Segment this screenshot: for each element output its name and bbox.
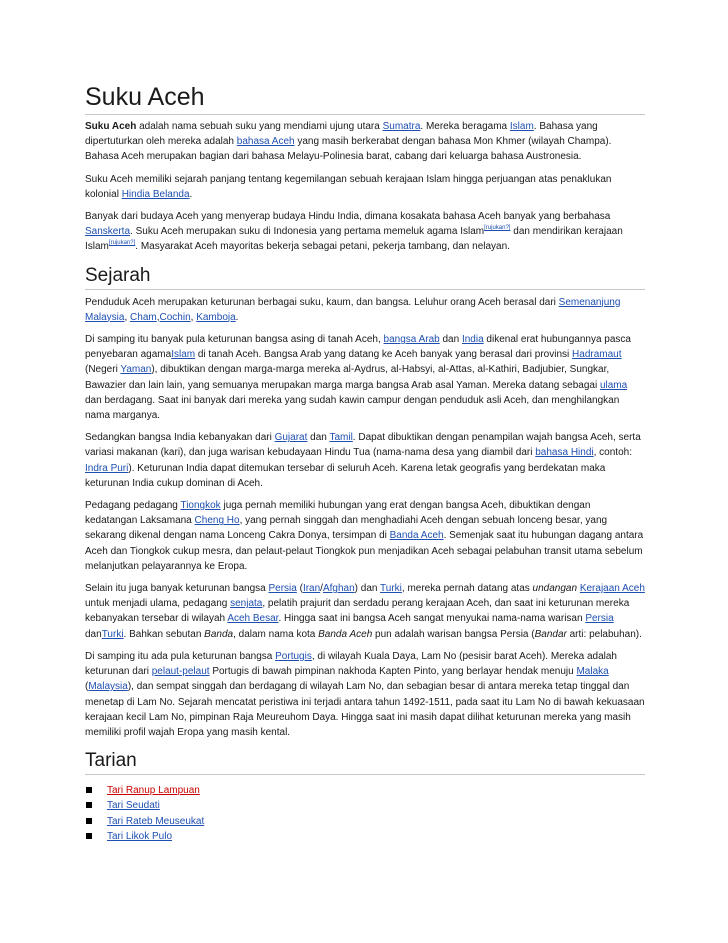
text: , pelatih prajurit dan serdadu perang kerajaan Aceh, dan saat ini keturunan mereka kebanyakan tersebar di wilayah: [85, 598, 630, 625]
text: Sedangkan bangsa India kebanyakan dari: [85, 432, 275, 444]
text: Pedagang pedagang: [85, 500, 181, 512]
italic-term: Banda Aceh: [318, 628, 373, 640]
italic-term: undangan: [532, 583, 578, 595]
link-malaysia[interactable]: Malaysia: [88, 681, 128, 693]
article: [85, 82, 645, 844]
text: ). Keturunan India dapat ditemukan tersebar di seluruh Aceh. Karena letak geografis yang berdekatan maka keturunan India cukup dominan di Aceh.: [85, 462, 606, 489]
link-tari-seudati[interactable]: Tari Seudati: [107, 800, 160, 812]
link-turki[interactable]: Turki: [380, 583, 402, 595]
page-title: Suku Aceh: [85, 82, 645, 115]
bullet-square-icon: [86, 787, 92, 793]
text: .: [235, 311, 239, 323]
section-heading-tarian: Tarian: [85, 749, 645, 775]
text: , di wilayah Kuala Daya, Lam No (pesisir barat Aceh). Mereka adalah keturunan dari: [85, 650, 617, 678]
text: ), dan sempat singgah dan berdagang di wilayah Lam No, dan sebagian besar di antara mereka tetap tinggal dan menetap di Lam No. Sejarah mencatat peristiwa ini terjadi antara tahun 1492-1511, pada saat itu Lam No di bawah kekuasaan kerajaan kecil Lam No, pimpinan Raja Meureuhom Daya. Hingga saat ini masih dapat dilihat keturunan mereka yang masih memiliki profil wajah Eropa yang masih kental.: [85, 681, 645, 738]
bold-term: Suku Aceh: [85, 121, 137, 132]
text: (Negeri: [85, 364, 121, 376]
text: , contoh:: [593, 447, 632, 459]
text: . Mereka beragama: [420, 121, 510, 132]
sejarah-paragraph-5: [85, 581, 645, 642]
link-sanskerta[interactable]: Sanskerta: [85, 226, 131, 238]
text: adalah nama sebuah suku yang mendiami ujung utara: [136, 121, 383, 132]
bullet-square-icon: [86, 802, 92, 808]
text: ) dan: [354, 583, 381, 595]
sejarah-paragraph-1: [85, 295, 645, 325]
intro-paragraph-1: [85, 119, 645, 165]
link-islam[interactable]: Islam: [171, 349, 196, 361]
link-islam[interactable]: Islam: [509, 121, 534, 132]
link-bahasa-aceh[interactable]: bahasa Aceh: [236, 136, 295, 148]
link-tari-likok-pulo[interactable]: Tari Likok Pulo: [107, 831, 173, 842]
link-iran[interactable]: Iran: [302, 583, 321, 595]
link-tamil[interactable]: Tamil: [329, 432, 353, 444]
sejarah-paragraph-6: [85, 649, 645, 740]
citation-needed: [484, 225, 510, 231]
text: (: [296, 583, 303, 595]
text: Di samping itu banyak pula keturunan bangsa asing di tanah Aceh,: [85, 334, 384, 346]
link-kerajaan-aceh[interactable]: Kerajaan Aceh: [579, 583, 645, 595]
link-gujarat[interactable]: Gujarat: [274, 432, 308, 444]
italic-term: Banda: [204, 628, 234, 640]
text: Selain itu juga banyak keturunan bangsa: [85, 583, 269, 595]
text: , mereka pernah datang atas: [401, 583, 533, 595]
link-turki[interactable]: Turki: [101, 628, 124, 640]
link-bahasa-hindi[interactable]: bahasa Hindi: [535, 447, 594, 459]
link-yaman[interactable]: Yaman: [120, 364, 152, 376]
text: di tanah Aceh. Bangsa Arab yang datang ke Aceh banyak yang berasal dari provinsi: [195, 349, 573, 361]
text: dan: [439, 334, 462, 346]
text: pun adalah warisan bangsa Persia (: [372, 628, 535, 640]
link-tari-ranup-lampuan[interactable]: Tari Ranup Lampuan: [107, 785, 200, 797]
intro-paragraph-2: [85, 172, 645, 202]
text: arti: pelabuhan).: [566, 628, 642, 640]
list-item: [85, 783, 645, 798]
sejarah-paragraph-4: [85, 498, 645, 574]
text: (: [85, 681, 89, 693]
section-heading-sejarah: Sejarah: [85, 264, 645, 290]
link-cham[interactable]: Cham: [130, 311, 157, 323]
text: Di samping itu ada pula keturunan bangsa: [85, 650, 276, 662]
text: ,: [156, 311, 160, 323]
link-aceh-besar[interactable]: Aceh Besar: [227, 613, 279, 625]
text: untuk menjadi ulama, pedagang: [85, 598, 231, 610]
link-tiongkok[interactable]: Tiongkok: [180, 500, 221, 512]
intro-paragraph-3: [85, 209, 645, 255]
text: Portugis di bawah pimpinan nakhoda Kapten Pinto, yang berlayar hendak menuju: [209, 666, 577, 678]
text: . Semenjak saat itu hubungan dagang antara Aceh dan Tiongkok cukup mesra, dan pelaut-pelaut Tiongkok pun menjadikan Aceh sebagai pelabuhan transit utama sebelum melanjutkan pelayarannya ke Eropa.: [85, 530, 644, 572]
link-kamboja[interactable]: Kamboja: [196, 311, 236, 323]
text: , yang pernah singgah dan menghadiahi Aceh dengan sebuah lonceng besar, yang sekarang dikenal dengan nama Lonceng Cakra Donya, tersimpan di: [85, 515, 608, 542]
text: .: [189, 188, 193, 200]
list-item: [85, 814, 645, 829]
link-hadramaut[interactable]: Hadramaut: [572, 349, 622, 361]
link-india[interactable]: India: [461, 334, 484, 346]
text: ,: [124, 311, 131, 323]
text: . Bahkan sebutan: [123, 628, 205, 640]
link-ulama[interactable]: ulama: [599, 379, 628, 391]
link-sumatra[interactable]: Sumatra: [382, 121, 421, 132]
link-semenanjung-malaysia[interactable]: Semenanjung Malaysia: [85, 296, 621, 323]
text: ), dibuktikan dengan marga-marga mereka al-Aydrus, al-Habsyi, al-Attas, al-Kathiri, Badjubier, Sungkar, Bawazier dan lain lain, yang semuanya merupakan marga marga bangsa Arab asal Yaman. Mereka datang sebagai: [85, 364, 610, 391]
text: yang masih berkerabat dengan bahasa Mon Khmer (wilayah Champa). Bahasa Aceh merupakan bagian dari bahasa Melayu-Polinesia barat, cabang dari keluarga bahasa Austronesia.: [85, 136, 612, 163]
link-banda-aceh[interactable]: Banda Aceh: [389, 530, 444, 542]
link-hindia-belanda[interactable]: Hindia Belanda: [121, 188, 190, 200]
citation-needed: [109, 240, 135, 246]
link-cheng-ho[interactable]: Cheng Ho: [194, 515, 240, 527]
text: ,: [190, 311, 197, 323]
text: , dalam nama kota: [233, 628, 319, 640]
bullet-square-icon: [86, 833, 92, 839]
text: . Hingga saat ini bangsa Aceh sangat menyukai nama-nama warisan: [278, 613, 586, 625]
italic-term: Bandar: [534, 628, 567, 640]
link-pelaut-pelaut[interactable]: pelaut-pelaut: [151, 666, 210, 678]
text: . Dapat dibuktikan dengan penampilan wajah bangsa Aceh, serta variasi makanan (kari), dan juga warisan kebudayaan Hindu Tua (nama-nama desa yang diambil dari: [85, 432, 641, 459]
link-afghan[interactable]: Afghan: [322, 583, 355, 595]
text: dan berdagang. Saat ini banyak dari mereka yang sudah kawin campur dengan penduduk asli Aceh, dan menghilangkan nama marganya.: [85, 394, 620, 422]
text: juga pernah memiliki hubungan yang erat dengan bangsa Aceh, dibuktikan dengan kedatangan Laksamana: [85, 500, 591, 527]
bullet-square-icon: [86, 818, 92, 824]
link-portugis[interactable]: Portugis: [275, 650, 312, 662]
text: . Masyarakat Aceh mayoritas bekerja sebagai petani, pekerja tambang, dan nelayan.: [135, 241, 510, 253]
link-cochin[interactable]: Cochin: [159, 311, 191, 323]
link-indra-puri[interactable]: Indra Puri: [85, 462, 129, 474]
link-tari-rateb-meuseukat[interactable]: Tari Rateb Meuseukat: [107, 815, 205, 827]
tarian-list: [85, 783, 645, 844]
sejarah-paragraph-3: [85, 430, 645, 491]
text: Banyak dari budaya Aceh yang menyerap budaya Hindu India, dimana kosakata bahasa Aceh banyak yang berbahasa: [85, 211, 611, 223]
link-persia[interactable]: Persia: [268, 583, 297, 595]
text: . Bahasa yang dipertuturkan oleh mereka adalah: [85, 121, 598, 148]
link-persia[interactable]: Persia: [585, 613, 614, 625]
text: dan: [307, 432, 330, 444]
link-senjata[interactable]: senjata: [230, 598, 263, 610]
sejarah-paragraph-2: [85, 332, 645, 423]
list-item: [85, 829, 645, 844]
text: dan mendirikan kerajaan Islam: [85, 226, 623, 253]
citation-needed-link[interactable]: [rujukan?]: [484, 225, 511, 232]
link-bangsa-arab[interactable]: bangsa Arab: [383, 334, 440, 346]
text: dikenal erat hubungannya pasca penyebaran agama: [85, 334, 631, 361]
text: Suku Aceh memiliki sejarah panjang tentang kegemilangan sebuah kerajaan Islam hingga perjuangan atas penaklukan kolonial: [85, 173, 612, 200]
citation-needed-link[interactable]: [rujukan?]: [108, 240, 136, 247]
list-item: [85, 798, 645, 813]
text: . Suku Aceh merupakan suku di Indonesia yang pertama memeluk agama Islam: [130, 226, 485, 238]
text: /: [320, 583, 323, 595]
text: Penduduk Aceh merupakan keturunan berbagai suku, kaum, dan bangsa. Leluhur orang Aceh berasal dari: [85, 296, 559, 308]
link-malaka[interactable]: Malaka: [576, 666, 609, 678]
text: dan: [85, 628, 102, 640]
